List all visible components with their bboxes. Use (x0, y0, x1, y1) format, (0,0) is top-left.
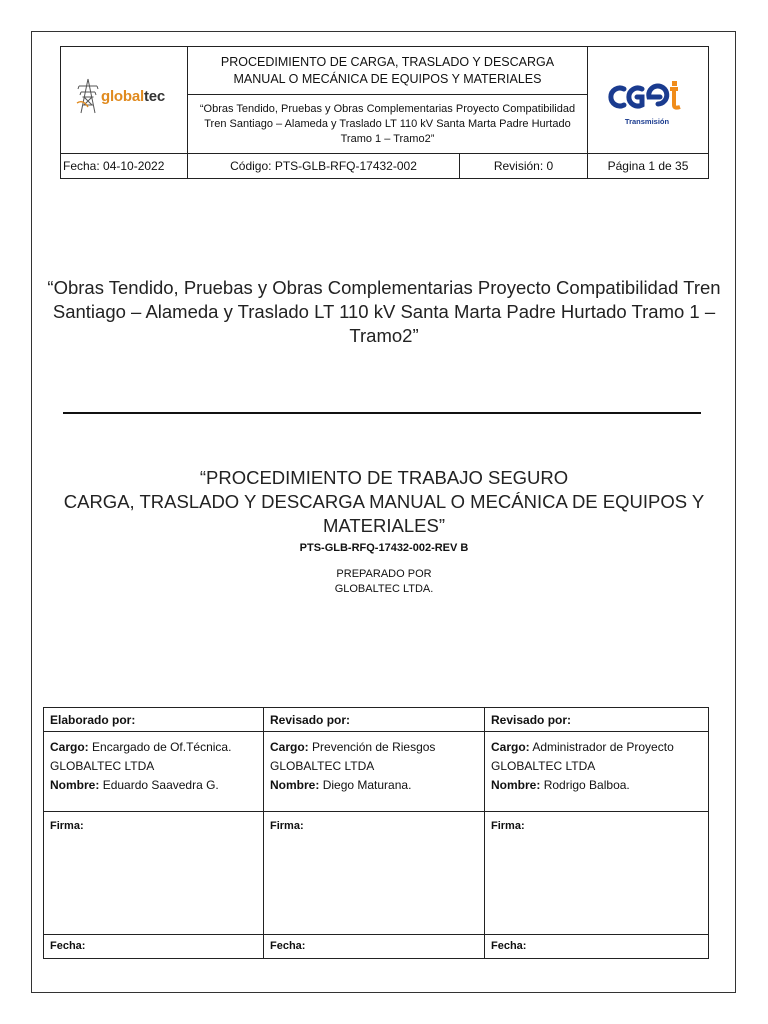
procedure-title (40, 466, 728, 538)
signature-column-elaborado (44, 708, 264, 958)
main-title: “Obras Tendido, Pruebas y Obras Complementarias Proyecto Compatibilidad Tren Santiago – Alameda y Traslado LT 110 kV Santa Marta Padre Hurtado Tramo 1 – Tramo2” (47, 277, 721, 346)
header-pagina: Página 1 de 35 (607, 159, 689, 173)
signature-fecha-field[interactable]: Fecha: (491, 940, 527, 952)
signature-firma-field[interactable]: Firma: (264, 812, 484, 935)
header-title (188, 47, 588, 95)
header-title-line1: PROCEDIMIENTO DE CARGA, TRASLADO Y DESCARGA (220, 54, 555, 69)
header-project (188, 95, 588, 154)
header-title-line2: MANUAL O MECÁNICA DE EQUIPOS Y MATERIALES (233, 71, 542, 86)
globaltec-logo (75, 77, 165, 115)
header-revision: Revisión: 0 (460, 154, 588, 178)
signature-cargo: Prevención de Riesgos (312, 740, 436, 754)
signature-table (43, 707, 709, 959)
divider-line (63, 412, 701, 414)
cge-subtitle: Transmisión (624, 117, 670, 126)
prepared-by (40, 567, 728, 597)
prepared-company: GLOBALTEC LTDA. (334, 583, 434, 595)
signature-column-revisado-1 (264, 708, 485, 958)
signature-company: GLOBALTEC LTDA (270, 759, 375, 773)
signature-header: Revisado por: (264, 708, 484, 732)
prepared-label: PREPARADO POR (336, 568, 432, 580)
signature-nombre: Diego Maturana. (322, 778, 412, 792)
signature-firma-field[interactable]: Firma: (44, 812, 263, 935)
signature-header: Elaborado por: (44, 708, 263, 732)
header-project-text: “Obras Tendido, Pruebas y Obras Complementarias Proyecto Compatibilidad Tren Santiago – Alameda y Traslado LT 110 kV Santa Marta Padre Hurtado Tramo 1 – Tramo2” (199, 102, 576, 145)
signature-nombre: Eduardo Saavedra G. (102, 778, 219, 792)
signature-firma-field[interactable]: Firma: (485, 812, 708, 935)
header-codigo: Código: PTS-GLB-RFQ-17432-002 (188, 154, 460, 178)
signature-info: Cargo: Prevención de Riesgos GLOBALTEC LTDA Nombre: Diego Maturana. (264, 732, 484, 812)
document-header (60, 46, 709, 179)
globaltec-logo-cell (61, 47, 188, 154)
procedure-title-line2: CARGA, TRASLADO Y DESCARGA MANUAL O MECÁNICA DE EQUIPOS Y (63, 491, 705, 512)
procedure-title-line3: MATERIALES” (323, 515, 445, 536)
header-fecha: Fecha: 04-10-2022 (61, 154, 188, 178)
signature-cargo: Encargado de Of.Técnica. (92, 740, 232, 754)
transmission-tower-icon (75, 77, 101, 115)
signature-header: Revisado por: (485, 708, 708, 732)
cge-logo-cell (588, 47, 708, 154)
signature-cargo: Administrador de Proyecto (532, 740, 674, 754)
signature-fecha-field[interactable]: Fecha: (270, 940, 306, 952)
signature-nombre: Rodrigo Balboa. (543, 778, 630, 792)
globaltec-wordmark: globaltec (101, 87, 166, 105)
signature-info: Cargo: Administrador de Proyecto GLOBALTEC LTDA Nombre: Rodrigo Balboa. (485, 732, 708, 812)
signature-company: GLOBALTEC LTDA (491, 759, 596, 773)
signature-column-revisado-2 (485, 708, 708, 958)
procedure-title-line1: “PROCEDIMIENTO DE TRABAJO SEGURO (199, 467, 569, 488)
signature-info: Cargo: Encargado de Of.Técnica. GLOBALTEC LTDA Nombre: Eduardo Saavedra G. (44, 732, 263, 812)
signature-company: GLOBALTEC LTDA (50, 759, 155, 773)
signature-fecha-field[interactable]: Fecha: (50, 940, 86, 952)
procedure-code: PTS-GLB-RFQ-17432-002-REV B (299, 542, 469, 554)
